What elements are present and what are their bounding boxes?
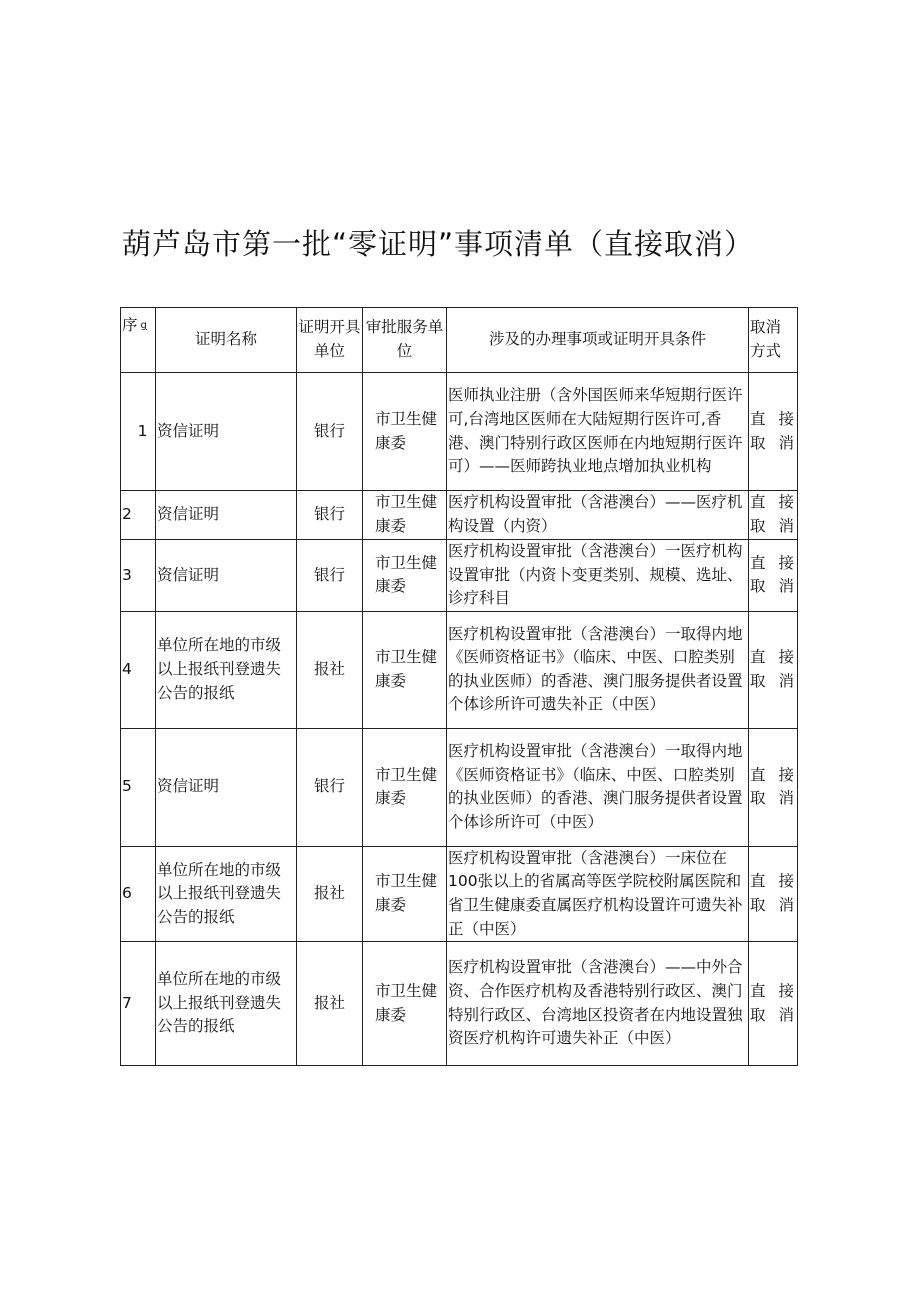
row-no: 6 — [121, 846, 156, 941]
row-issuing-unit: 报社 — [297, 846, 363, 941]
table-row — [121, 846, 798, 941]
row-issuing-unit: 报社 — [297, 942, 363, 1066]
row-items: 医师执业注册（含外国医师来华短期行医许可,台湾地区医师在大陆短期行医许可,香港、澳门特别行政区医师在内地短期行医许可）——医师跨执业地点增加执业机构 — [447, 373, 749, 491]
row-name: 单位所在地的市级以上报纸刊登遗失公告的报纸 — [156, 942, 297, 1066]
table-header-row — [121, 308, 798, 373]
header-cancel-mode: 取消方式 — [749, 308, 798, 373]
table-row — [121, 728, 798, 846]
row-cancel-mode: 直接取消 — [749, 942, 798, 1066]
row-items: 医疗机构设置审批（含港澳台）——中外合资、合作医疗机构及香港特别行政区、澳门特别行政区、台湾地区投资者在内地设置独资医疗机构许可遗失补正（中医） — [447, 942, 749, 1066]
row-issuing-unit: 银行 — [297, 491, 363, 540]
row-approval-unit: 市卫生健康委 — [363, 846, 447, 941]
header-items: 涉及的办理事项或证明开具条件 — [447, 308, 749, 373]
table-row — [121, 373, 798, 491]
row-cancel-mode: 直接取消 — [749, 491, 798, 540]
row-name: 单位所在地的市级以上报纸刊登遗失公告的报纸 — [156, 846, 297, 941]
row-name: 资信证明 — [156, 540, 297, 612]
table-row — [121, 540, 798, 612]
row-cancel-mode: 直接取消 — [749, 540, 798, 612]
row-issuing-unit: 报社 — [297, 611, 363, 728]
row-issuing-unit: 银行 — [297, 540, 363, 612]
row-no: 3 — [121, 540, 156, 612]
row-items: 医疗机构设置审批（含港澳台）一取得内地《医师资格证书》（临床、中医、口腔类别的执业医师）的香港、澳门服务提供者设置个体诊所许可（中医） — [447, 728, 749, 846]
header-no: 序 g — [121, 308, 156, 373]
row-name: 资信证明 — [156, 728, 297, 846]
row-approval-unit: 市卫生健康委 — [363, 491, 447, 540]
row-issuing-unit: 银行 — [297, 373, 363, 491]
row-items: 医疗机构设置审批（含港澳台）一医疗机构设置审批（内资卜变更类别、规模、选址、诊疗科目 — [447, 540, 749, 612]
row-approval-unit: 市卫生健康委 — [363, 728, 447, 846]
header-approval-unit: 审批服务单位 — [363, 308, 447, 373]
row-no: 2 — [121, 491, 156, 540]
row-no: 5 — [121, 728, 156, 846]
row-cancel-mode: 直接取消 — [749, 611, 798, 728]
row-no: 7 — [121, 942, 156, 1066]
row-no: 1 — [121, 373, 156, 491]
row-no: 4 — [121, 611, 156, 728]
header-name: 证明名称 — [156, 308, 297, 373]
row-issuing-unit: 银行 — [297, 728, 363, 846]
table-row — [121, 491, 798, 540]
row-approval-unit: 市卫生健康委 — [363, 611, 447, 728]
row-name: 资信证明 — [156, 373, 297, 491]
row-approval-unit: 市卫生健康委 — [363, 373, 447, 491]
row-cancel-mode: 直接取消 — [749, 373, 798, 491]
row-cancel-mode: 直接取消 — [749, 846, 798, 941]
row-items: 医疗机构设置审批（含港澳台）一床位在100张以上的省属高等医学院校附属医院和省卫生健康委直属医疗机构设置许可遗失补正（中医） — [447, 846, 749, 941]
row-cancel-mode: 直接取消 — [749, 728, 798, 846]
row-name: 资信证明 — [156, 491, 297, 540]
row-name: 单位所在地的市级以上报纸刊登遗失公告的报纸 — [156, 611, 297, 728]
table-row — [121, 611, 798, 728]
row-items: 医疗机构设置审批（含港澳台）——医疗机构设置（内资） — [447, 491, 749, 540]
row-approval-unit: 市卫生健康委 — [363, 540, 447, 612]
page-title: 葫芦岛市第一批“零证明”事项清单（直接取消） — [122, 227, 755, 261]
zero-certificate-table — [120, 307, 798, 1066]
header-issuing-unit: 证明开具单位 — [297, 308, 363, 373]
table-row — [121, 942, 798, 1066]
row-items: 医疗机构设置审批（含港澳台）一取得内地《医师资格证书》（临床、中医、口腔类别的执业医师）的香港、澳门服务提供者设置个体诊所许可遗失补正（中医） — [447, 611, 749, 728]
row-approval-unit: 市卫生健康委 — [363, 942, 447, 1066]
